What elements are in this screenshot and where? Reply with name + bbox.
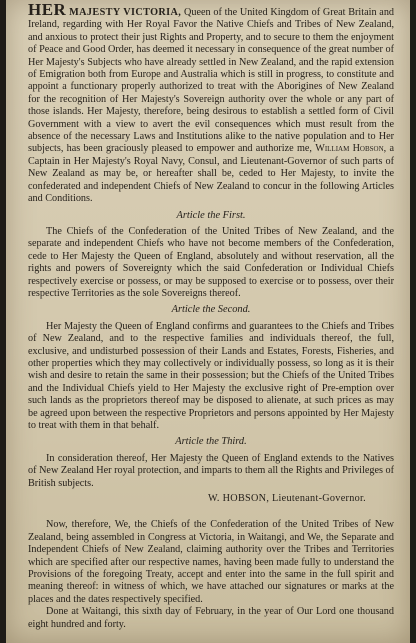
preamble-dropcap: HER (28, 0, 67, 19)
article-2-heading: Article the Second. (171, 304, 251, 316)
section-spacer (28, 505, 394, 519)
preamble-paragraph (28, 0, 395, 206)
article-3-heading: Article the Third. (175, 436, 247, 448)
acceptance-paragraph: Now, therefore, We, the Chiefs of the Confederation of the United Tribes of New Zealand, being assembled in Congress at Victoria, in Waitangi, and We, the Separate and Independent Chiefs of New Zealand, claiming authority over the Tribes and Territories which are specified after our respective names, having been made fully to understand the Provisions of the foregoing Treaty, accept and enter into the same in the full spirit and meaning thereof: in witness of which, we have attached our signatures or marks at the places and the dates respectively specified. (28, 519, 394, 605)
dated-paragraph: Done at Waitangi, this sixth day of February, in the year of Our Lord one thousand eight hundred and forty. (28, 606, 394, 630)
article-3-text: In consideration thereof, Her Majesty the Queen of England extends to the Natives of New Zealand Her royal protection, and imparts to them all the Rights and Privileges of British subjects. (28, 452, 394, 489)
preamble-text-end: a Captain in Her Majesty's Royal Navy, Consul, and Lieutenant-Governor of such parts of New Zealand as may be, or hereafter shall be, ceded to Her Majesty, to invite the confederated and independent Chiefs of New Zealand to concur in the following Articles and Conditions. (28, 143, 395, 205)
article-2-text: Her Majesty the Queen of England confirms and guarantees to the Chiefs and Tribes of New Zealand, and to the respective families and individuals thereof, the full, exclusive, and undisturbed possession of their Lands and Estates, Forests, Fisheries, and other properties which they may collectively or individually possess, so long as it is their wish and desire to retain the same in their possession; but the Chiefs of the United Tribes and the Individual Chiefs yield to Her Majesty the exclusive right of Pre-emption over such lands as the proprietors thereof may be disposed to alienate, at such prices as may be agreed upon between the respective Proprietors and persons appointed by Her Majesty to treat with them in that behalf. (28, 320, 394, 431)
treaty-document (6, 0, 410, 643)
signature-line: W. HOBSON, Lieutenant-Governor. (207, 493, 366, 505)
document-body (28, 0, 395, 631)
article-1-heading: Article the First. (176, 209, 246, 221)
article-1-text: The Chiefs of the Confederation of the United Tribes of New Zealand, and the separate and independent Chiefs who have not become members of the Confederation, cede to Her Majesty the Queen of England, absolutely and without reservation, all the rights and powers of Sovereignty which the said Confederation or Individual Chiefs respectively exercise or possess, or may be supposed to exercise or to possess, over their respective Territories as the sole Sovereigns thereof. (28, 225, 394, 299)
preamble-sovereign-name: MAJESTY VICTORIA, (69, 7, 182, 18)
preamble-text: Queen of the United Kingdom of Great Britain and Ireland, regarding with Her Royal Favor the Native Chiefs and Tribes of New Zealand, and anxious to protect their just Rights and Property, and to secure to them the enjoyment of Peace and Good Order, has deemed it necessary in consequence of the great number of Her Majesty's Subjects who have already settled in New Zealand, and the rapid extension of Emigration both from Europe and Australia which is still in progress, to constitute and appoint a functionary properly authorized to treat with the Aborigines of New Zealand for the recognition of Her Majesty's Sovereign authority over the whole or any part of those islands. Her Majesty, therefore, being desirous to establish a settled form of Civil Government with a view to avert the evil consequences which must result from the absence of the necessary Laws and Institutions alike to the native population and to Her subjects, has been graciously pleased to empower and authorize me, (28, 7, 395, 155)
preamble-officer-name: William Hobson, (315, 143, 387, 155)
